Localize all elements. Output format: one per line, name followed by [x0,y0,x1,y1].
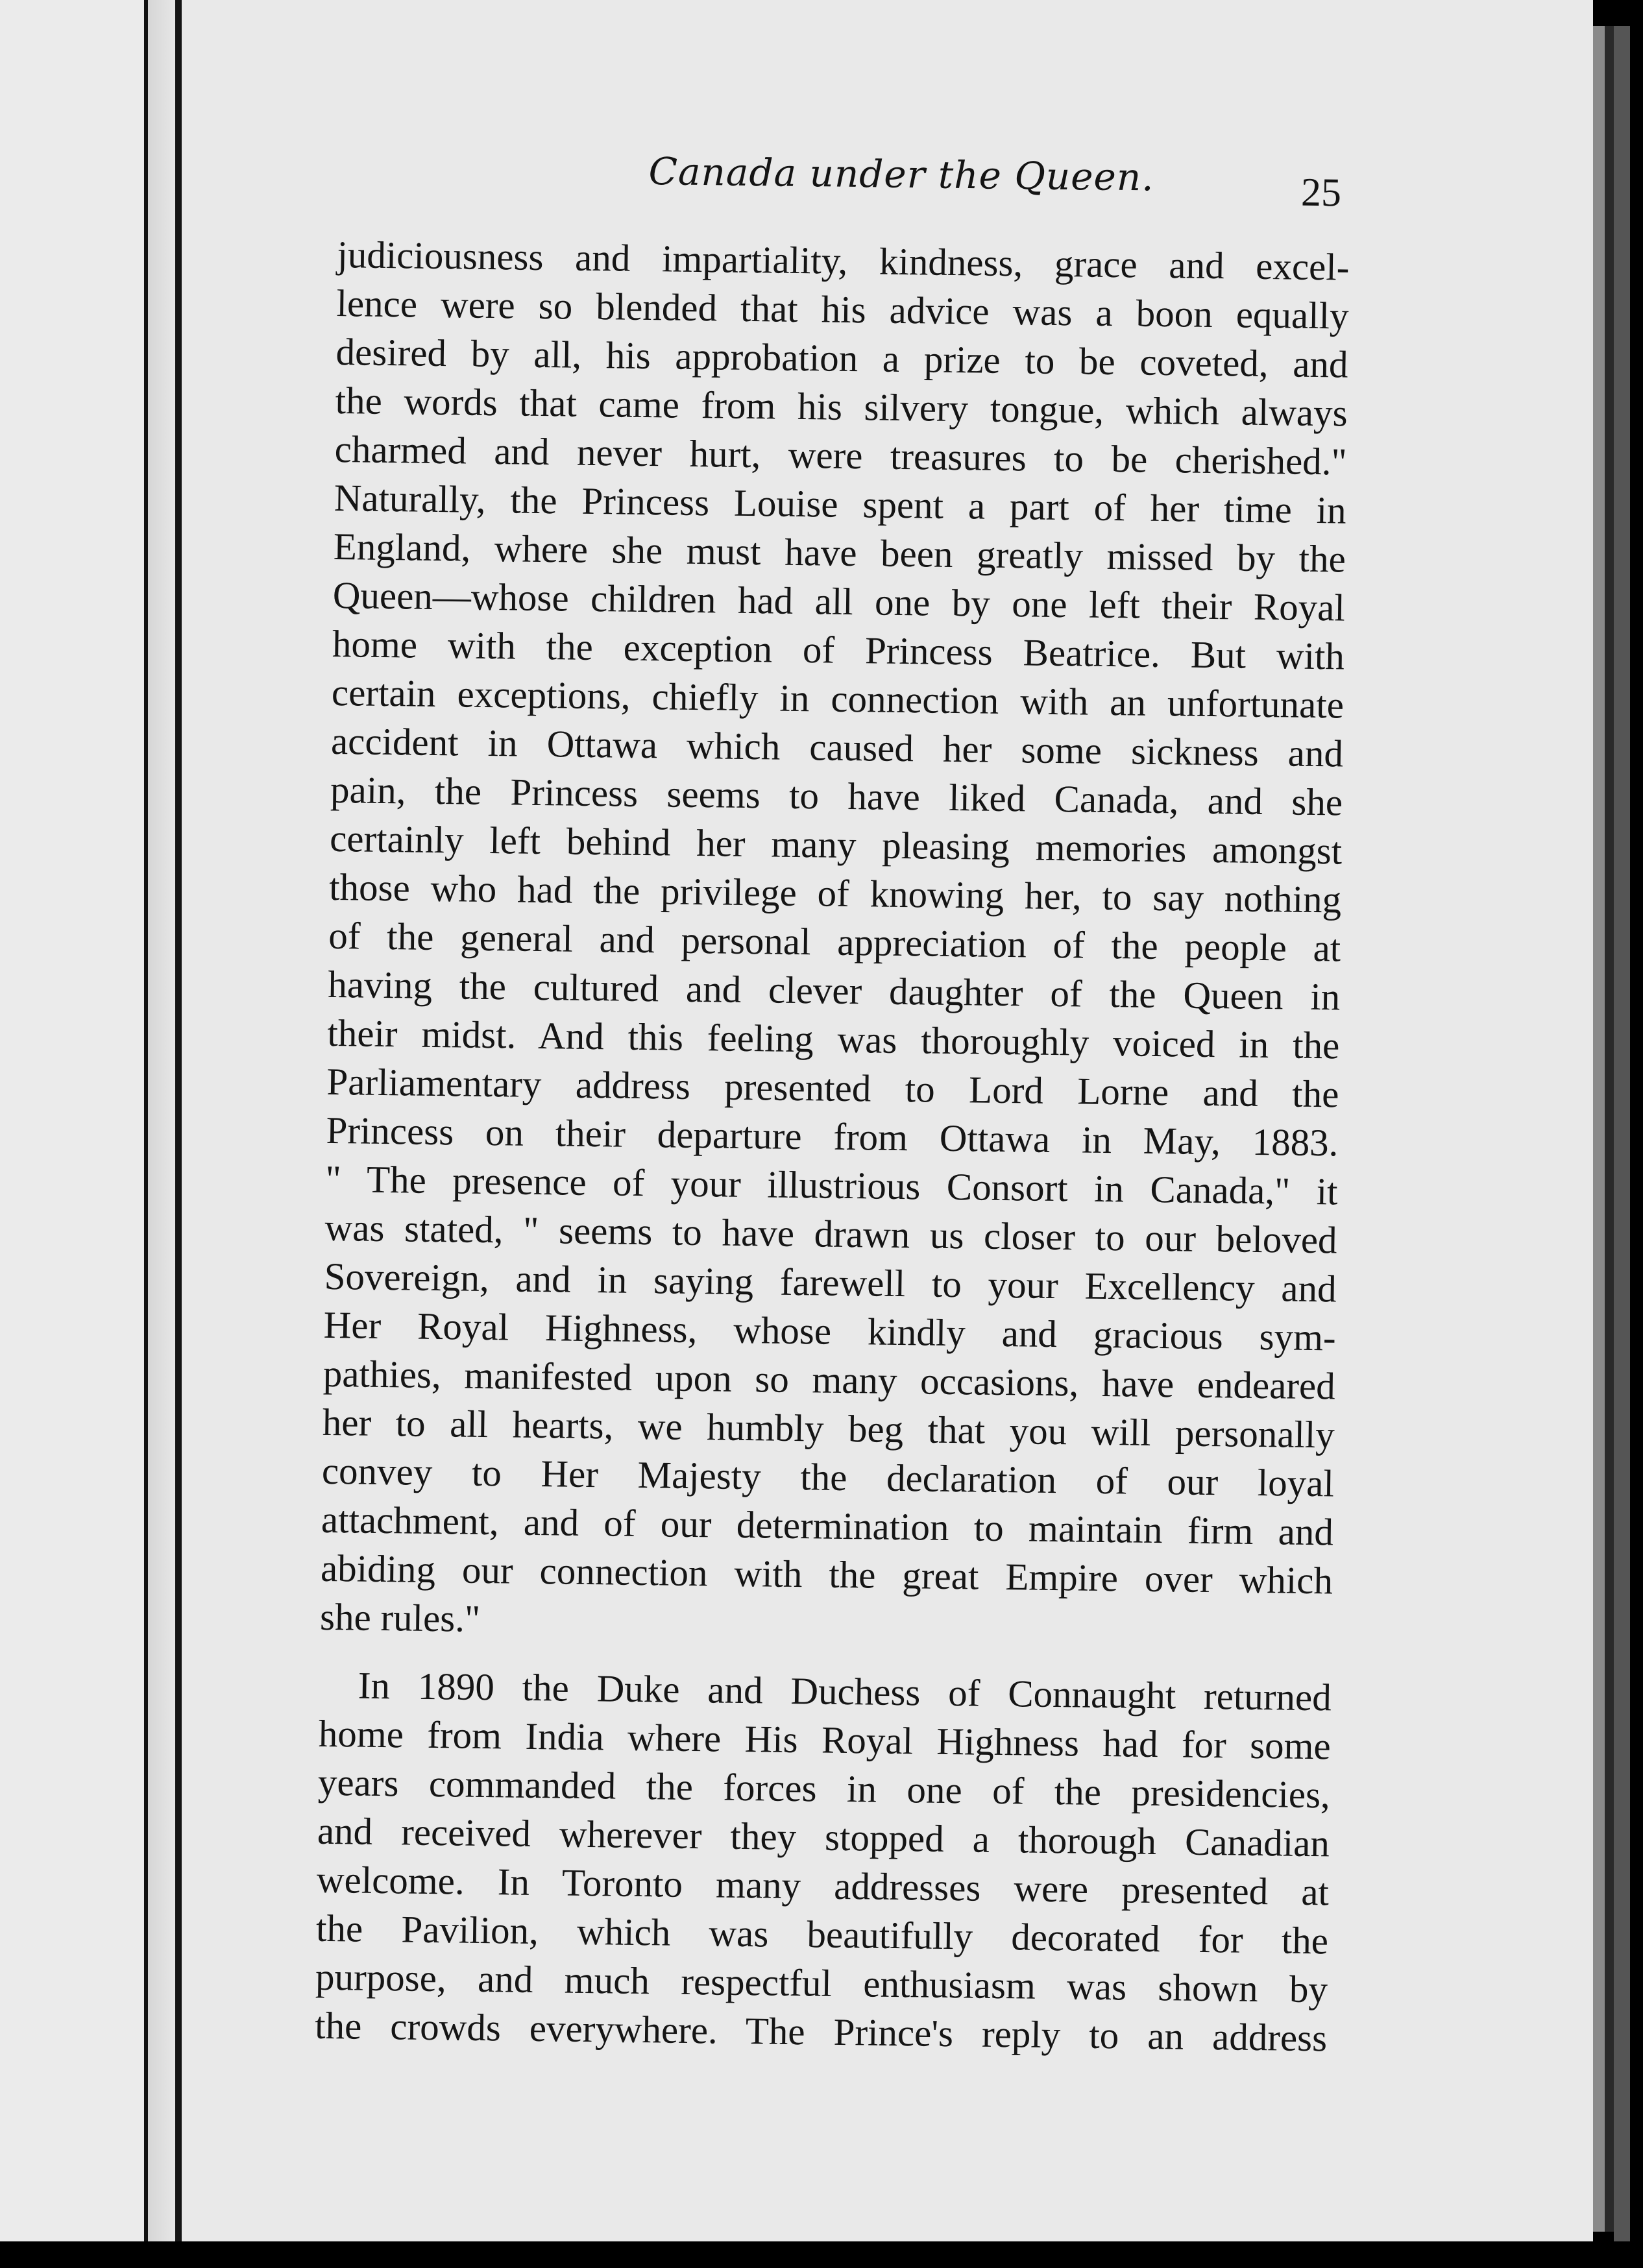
scan-border-bottom [0,2241,1643,2268]
text-line: those who had the privilege of knowing her, to say nothing [328,865,1342,921]
text-line: of the general and personal appreciation of the people at [328,913,1341,970]
paragraph-1 [320,230,1350,1654]
scan-border-right [1630,0,1643,2268]
text-line: accident in Ottawa which caused her some sickness and [330,719,1344,775]
text-line: judiciousness and impartiality, kindness, grace and excel- [337,232,1350,289]
text-line: was stated, " seems to have drawn us closer to our beloved [324,1205,1337,1262]
page-edge-stack-dark [1605,26,1614,2232]
page-number: 25 [1300,170,1342,215]
page-left-border [175,0,182,2241]
text-line: " The presence of your illustrious Consort in Canada," it [325,1157,1338,1213]
text-line: pathies, manifested upon so many occasions, have endeared [323,1351,1336,1408]
gutter-shadow [148,0,175,2241]
left-page-edge [0,0,144,2241]
text-line: Queen—whose children had all one by one left their Royal [332,573,1346,629]
text-line: the crowds everywhere. The Prince's reply to an address [314,2003,1328,2060]
text-line: the Pavilion, which was beautifully decorated for the [315,1906,1329,1962]
text-line: home with the exception of Princess Beatrice. But with [332,621,1345,678]
text-line: she rules." [319,1595,481,1640]
body-text [315,230,1350,2062]
text-line: certain exceptions, chiefly in connection with an unfortunate [331,670,1345,727]
text-line: Parliamentary address presented to Lord Lorne and the [326,1059,1339,1116]
text-line: abiding our connection with the great Empire over which [320,1546,1333,1602]
text-line: Her Royal Highness, whose kindly and gracious sym- [323,1303,1337,1359]
text-line: and received wherever they stopped a thorough Canadian [317,1809,1330,1865]
text-line: In 1890 the Duke and Duchess of Connaught returned [358,1663,1332,1719]
running-title: Canada under the Queen. [648,149,1155,200]
text-line: her to all hearts, we humbly beg that you will personally [322,1400,1335,1456]
text-line: lence were so blended that his advice was a boon equally [336,281,1349,337]
text-line: Princess on their departure from Ottawa in May, 1883. [326,1108,1339,1164]
text-line: welcome. In Toronto many addresses were presented at [316,1857,1330,1914]
text-line: attachment, and of our determination to maintain firm and [321,1497,1334,1554]
text-line: certainly left behind her many pleasing memories amongst [329,816,1343,873]
text-line: years commanded the forces in one of the presidencies, [317,1760,1331,1816]
paragraph-2 [315,1661,1332,2063]
text-line: having the cultured and clever daughter of the Queen in [327,962,1341,1019]
text-line: pain, the Princess seems to have liked Canada, and she [330,767,1343,824]
text-line: purpose, and much respectful enthusiasm was shown by [315,1955,1328,2011]
text-line: England, where she must have been greatly missed by the [333,524,1346,581]
text-line: desired by all, his approbation a prize to be coveted, and [335,330,1348,386]
text-line: Sovereign, and in saying farewell to your Excellency and [324,1254,1337,1310]
text-line: home from India where His Royal Highness had for some [318,1711,1332,1768]
page-edge-stack [1593,26,1605,2232]
text-line: their midst. And this feeling was thoroughly voiced in the [327,1011,1340,1067]
text-line: Naturally, the Princess Louise spent a part of her time in [334,476,1347,532]
text-line: convey to Her Majesty the declaration of our loyal [321,1449,1335,1505]
page-edge-stack-outer [1614,26,1630,2245]
text-line: charmed and never hurt, were treasures to be cherished." [334,427,1348,483]
text-line: the words that came from his silvery tongue, which always [335,378,1348,435]
